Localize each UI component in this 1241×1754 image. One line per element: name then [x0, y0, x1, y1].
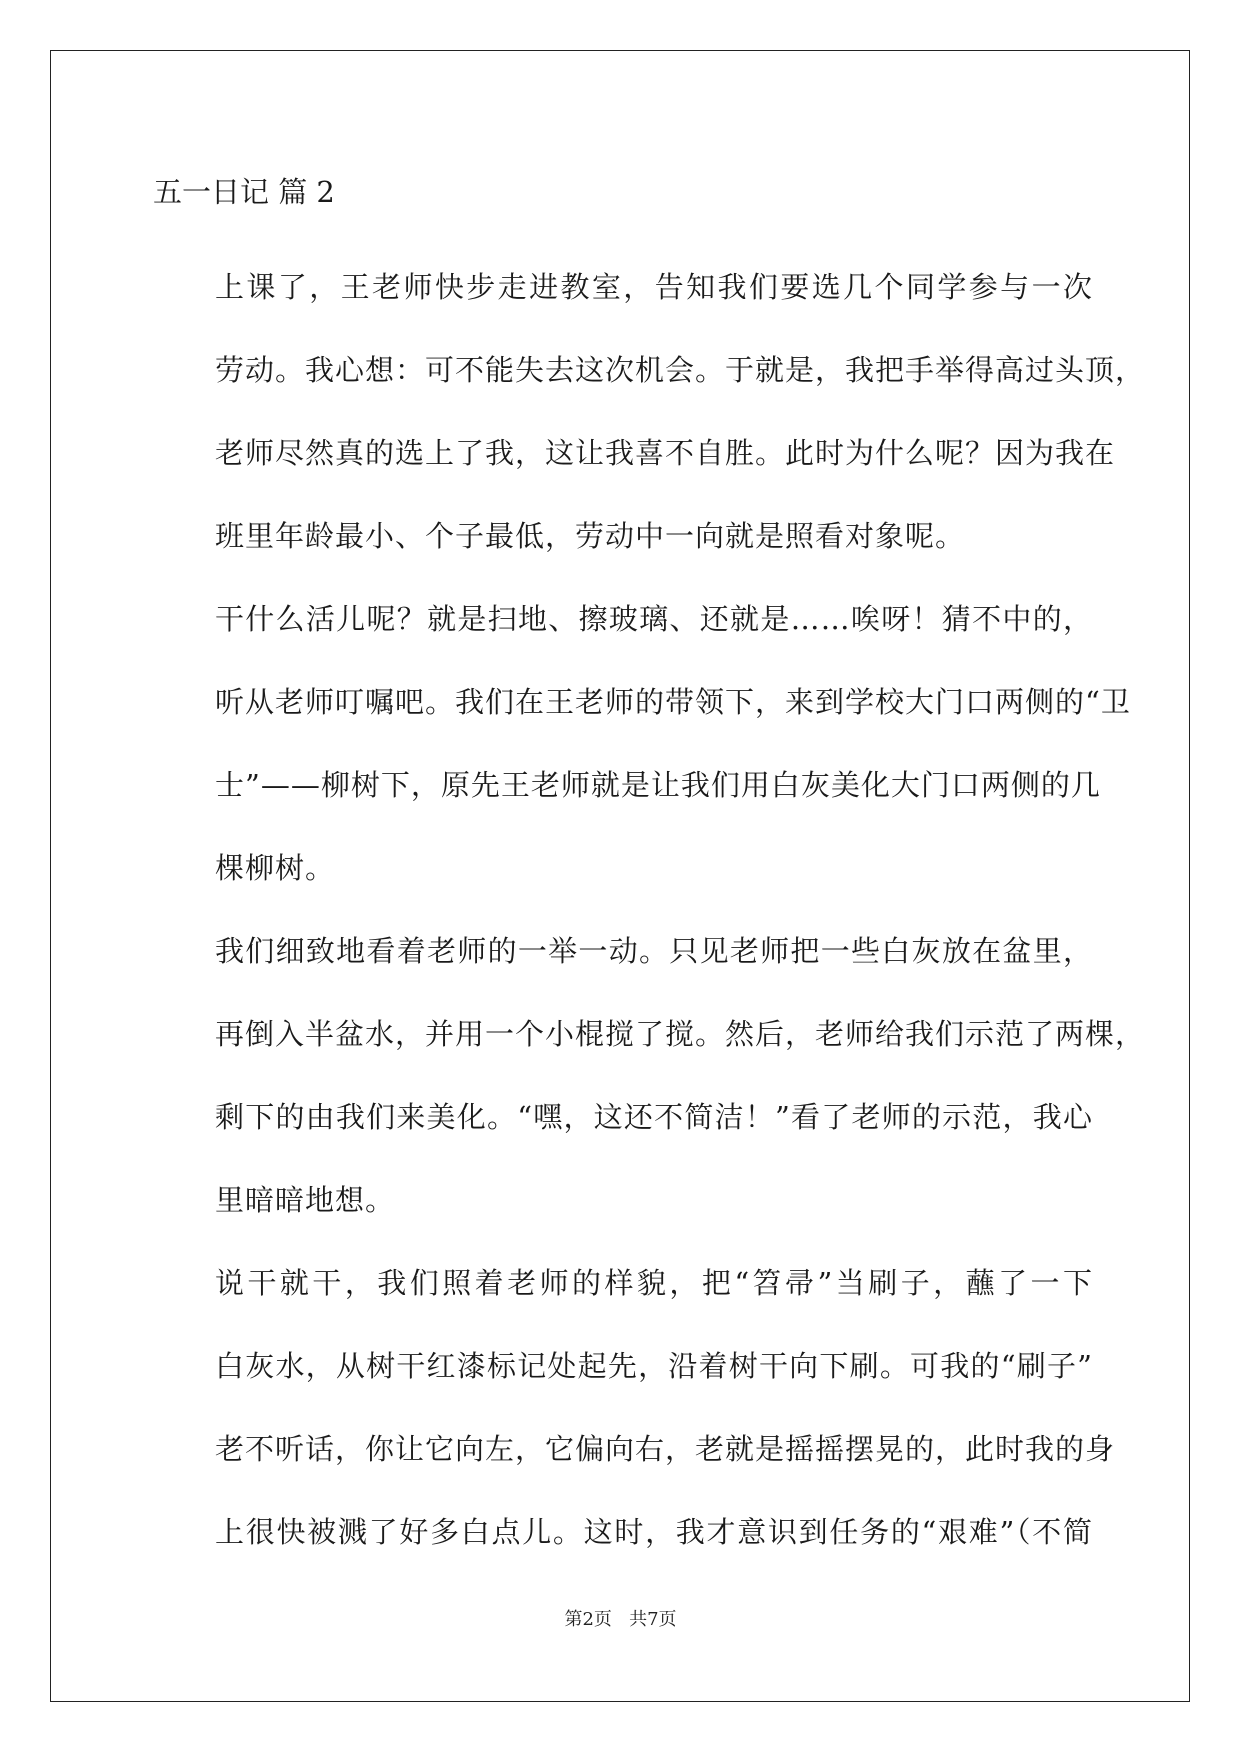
- paragraph-line: 我们细致地看着老师的一举一动。只见老师把一些白灰放在盆里，: [215, 934, 1093, 968]
- paragraph-1: [153, 246, 1146, 578]
- paragraph-line: 剩下的由我们来美化。“嘿，这还不简洁！”看了老师的示范，我心: [215, 1100, 1093, 1134]
- paragraph-line: 班里年龄最小、个子最低，劳动中一向就是照看对象呢。: [215, 519, 966, 553]
- paragraph-line: 上很快被溅了好多白点儿。这时，我才意识到任务的“艰难”（不简: [215, 1515, 1093, 1549]
- paragraph-line: 里暗暗地想。: [215, 1183, 396, 1217]
- paragraph-line: 棵柳树。: [215, 851, 336, 885]
- document-title: 五一日记 篇 2: [153, 175, 335, 209]
- paragraph-line: 干什么活儿呢？就是扫地、擦玻璃、还就是……唉呀！猜不中的，: [215, 602, 1093, 636]
- paragraph-line: 听从老师叮嘱吧。我们在王老师的带领下，来到学校大门口两侧的“卫: [215, 685, 1131, 719]
- document-body: [153, 163, 1146, 1574]
- paragraph-line: 再倒入半盆水，并用一个小棍搅了搅。然后，老师给我们示范了两棵，: [215, 1017, 1146, 1051]
- paragraph-3: [153, 910, 1146, 1242]
- paragraph-4: [153, 1242, 1116, 1574]
- paragraph-2: [153, 578, 1131, 910]
- paragraph-line: 说干就干，我们照着老师的样貌，把“笤帚”当刷子，蘸了一下: [215, 1266, 1093, 1300]
- page-number-footer: 第2页 共7页: [564, 1609, 677, 1630]
- paragraph-line: 士”——柳树下，原先王老师就是让我们用白灰美化大门口两侧的几: [215, 768, 1101, 802]
- paragraph-line: 上课了，王老师快步走进教室，告知我们要选几个同学参与一次: [215, 270, 1093, 304]
- paragraph-line: 老师尽然真的选上了我，这让我喜不自胜。此时为什么呢？因为我在: [215, 436, 1116, 470]
- paragraph-line: 白灰水，从树干红漆标记处起先，沿着树干向下刷。可我的“刷子”: [215, 1349, 1093, 1383]
- paragraph-line: 劳动。我心想：可不能失去这次机会。于就是，我把手举得高过头顶，: [215, 353, 1146, 387]
- paragraph-line: 老不听话，你让它向左，它偏向右，老就是摇摇摆晃的，此时我的身: [215, 1432, 1116, 1466]
